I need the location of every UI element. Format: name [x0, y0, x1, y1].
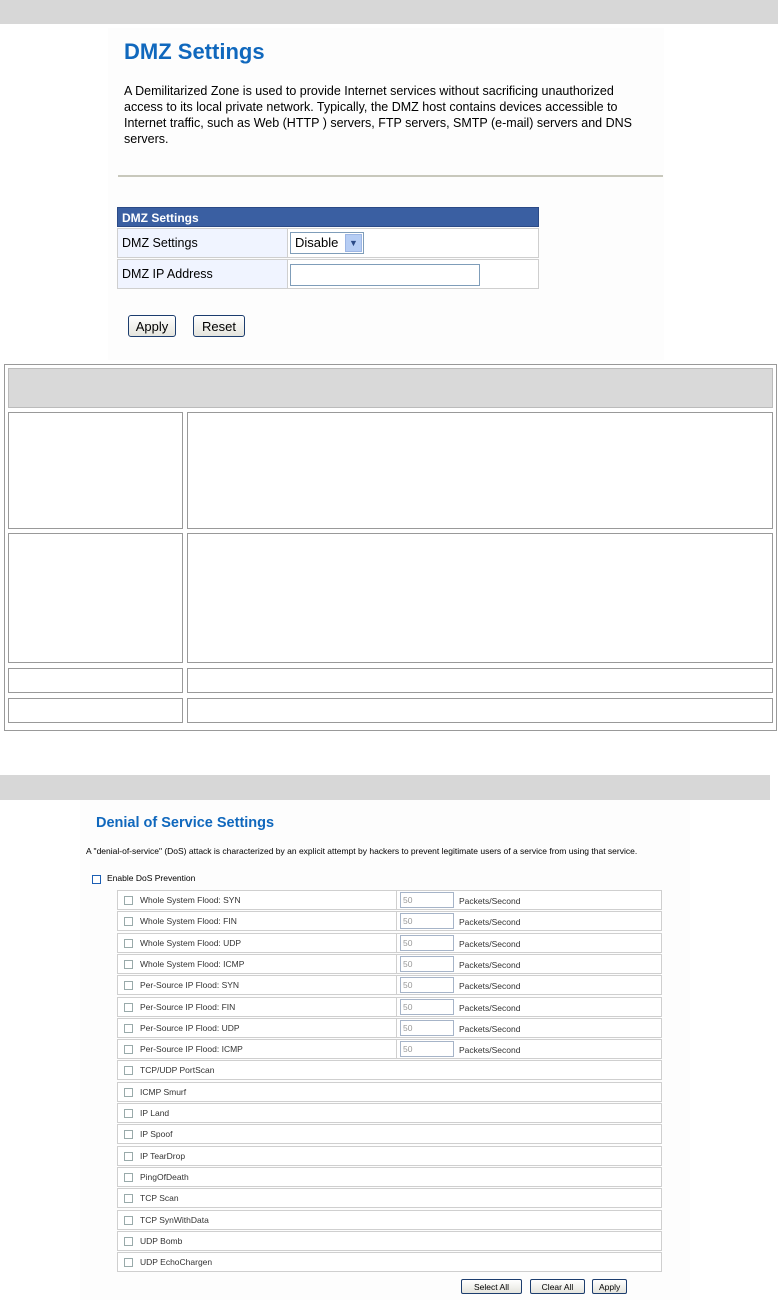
- dos-row-checkbox[interactable]: [124, 1003, 133, 1012]
- dos-rate-row: [117, 975, 662, 995]
- dmz-settings-select[interactable]: [290, 232, 364, 254]
- dos-rate-row: [117, 997, 662, 1017]
- dos-rate-unit: Packets/Second: [459, 939, 521, 949]
- dos-row-label: Per-Source IP Flood: SYN: [140, 980, 240, 990]
- dos-rate-unit: Packets/Second: [459, 896, 521, 906]
- dos-row-checkbox[interactable]: [124, 1066, 133, 1075]
- divider: [396, 934, 397, 952]
- dos-section-bar: [0, 775, 770, 800]
- dos-rate-row: [117, 1039, 662, 1059]
- dos-row-label: Whole System Flood: ICMP: [140, 959, 245, 969]
- dos-option-row: [117, 1231, 662, 1251]
- dos-row-label: Whole System Flood: UDP: [140, 938, 242, 948]
- divider: [396, 998, 397, 1016]
- clear-all-button[interactable]: Clear All: [530, 1279, 585, 1294]
- dos-row-label: IP Land: [140, 1108, 170, 1118]
- dos-rate-unit: Packets/Second: [459, 1045, 521, 1055]
- dos-rate-input[interactable]: 50: [400, 892, 454, 908]
- dos-option-row: [117, 1060, 662, 1080]
- dos-row-label: UDP EchoChargen: [140, 1257, 213, 1267]
- dos-rate-row: [117, 954, 662, 974]
- dos-page-title: Denial of Service Settings: [96, 815, 275, 831]
- dos-apply-button[interactable]: Apply: [592, 1279, 627, 1294]
- divider: [396, 912, 397, 930]
- dos-row-checkbox[interactable]: [124, 1130, 133, 1139]
- enable-dos-label: Enable DoS Prevention: [107, 873, 196, 883]
- dos-row-checkbox[interactable]: [124, 1173, 133, 1182]
- desc-cell-label-3: [8, 668, 183, 693]
- dos-rate-row: [117, 1018, 662, 1038]
- dos-row-label: TCP SynWithData: [140, 1215, 209, 1225]
- dmz-panel: [108, 28, 664, 360]
- dos-option-row: [117, 1146, 662, 1166]
- dmz-ip-input[interactable]: [290, 264, 480, 286]
- dos-row-checkbox[interactable]: [124, 1237, 133, 1246]
- dos-rate-input[interactable]: 50: [400, 977, 454, 993]
- dos-row-label: Whole System Flood: FIN: [140, 916, 237, 926]
- dos-row-label: PingOfDeath: [140, 1172, 189, 1182]
- divider: [396, 1040, 397, 1058]
- select-all-button[interactable]: Select All: [461, 1279, 522, 1294]
- dmz-page-title: DMZ Settings: [124, 39, 265, 64]
- dmz-description: A Demilitarized Zone is used to provide Internet services without sacrificing unauthorized access to its local private network. Typically, the DMZ host contains devices accessible to Internet traffic, such as Web (HTTP ) servers, FTP servers, SMTP (e-mail) servers and DNS servers.: [124, 84, 633, 146]
- dos-row-checkbox[interactable]: [124, 896, 133, 905]
- dos-option-row: [117, 1103, 662, 1123]
- desc-cell-text-1: [187, 412, 773, 529]
- desc-cell-text-2: [187, 533, 773, 663]
- dos-row-label: Per-Source IP Flood: ICMP: [140, 1044, 243, 1054]
- dos-rate-unit: Packets/Second: [459, 1024, 521, 1034]
- dos-option-row: [117, 1082, 662, 1102]
- dos-rate-input[interactable]: 50: [400, 956, 454, 972]
- dos-rate-input[interactable]: 50: [400, 1041, 454, 1057]
- dos-row-label: Per-Source IP Flood: FIN: [140, 1002, 236, 1012]
- dos-rate-row: [117, 911, 662, 931]
- dos-rate-input[interactable]: 50: [400, 913, 454, 929]
- dos-row-label: ICMP Smurf: [140, 1087, 187, 1097]
- dos-rate-input[interactable]: 50: [400, 1020, 454, 1036]
- dos-row-checkbox[interactable]: [124, 1152, 133, 1161]
- dos-row-checkbox[interactable]: [124, 960, 133, 969]
- dos-option-row: [117, 1252, 662, 1272]
- divider: [118, 175, 663, 177]
- desc-cell-label-1: [8, 412, 183, 529]
- dos-row-checkbox[interactable]: [124, 1088, 133, 1097]
- dmz-ip-label: DMZ IP Address: [118, 260, 288, 288]
- divider: [396, 976, 397, 994]
- top-section-bar: [0, 0, 778, 24]
- dos-row-checkbox[interactable]: [124, 1194, 133, 1203]
- dos-row-checkbox[interactable]: [124, 917, 133, 926]
- dos-row-label: TCP/UDP PortScan: [140, 1065, 215, 1075]
- dos-option-row: [117, 1124, 662, 1144]
- dos-row-checkbox[interactable]: [124, 1024, 133, 1033]
- dos-rate-row: [117, 933, 662, 953]
- dos-option-row: [117, 1188, 662, 1208]
- dos-option-row: [117, 1167, 662, 1187]
- dos-row-checkbox[interactable]: [124, 1109, 133, 1118]
- dos-row-checkbox[interactable]: [124, 1045, 133, 1054]
- dos-description: A "denial-of-service" (DoS) attack is characterized by an explicit attempt by hackers to prevent legitimate users of a service from using that service.: [86, 846, 638, 856]
- dmz-settings-value: Disable: [295, 235, 339, 250]
- description-table-header: [8, 368, 773, 408]
- reset-button[interactable]: Reset: [193, 315, 245, 337]
- dos-row-label: IP TearDrop: [140, 1151, 186, 1161]
- dmz-settings-label: DMZ Settings: [118, 229, 288, 257]
- dos-row-checkbox[interactable]: [124, 939, 133, 948]
- desc-cell-text-4: [187, 698, 773, 723]
- dos-rate-unit: Packets/Second: [459, 981, 521, 991]
- dos-row-label: UDP Bomb: [140, 1236, 183, 1246]
- divider: [396, 955, 397, 973]
- dos-row-checkbox[interactable]: [124, 981, 133, 990]
- enable-dos-checkbox[interactable]: [92, 875, 101, 884]
- dos-option-row: [117, 1210, 662, 1230]
- dos-row-checkbox[interactable]: [124, 1216, 133, 1225]
- dos-rate-unit: Packets/Second: [459, 917, 521, 927]
- dos-row-label: TCP Scan: [140, 1193, 179, 1203]
- dos-row-label: IP Spoof: [140, 1129, 173, 1139]
- dos-rate-unit: Packets/Second: [459, 960, 521, 970]
- divider: [396, 1019, 397, 1037]
- desc-cell-label-2: [8, 533, 183, 663]
- desc-cell-label-4: [8, 698, 183, 723]
- dos-rate-input[interactable]: 50: [400, 935, 454, 951]
- dmz-table-header: DMZ Settings: [117, 207, 539, 227]
- divider: [396, 891, 397, 909]
- dos-rate-unit: Packets/Second: [459, 1003, 521, 1013]
- apply-button[interactable]: Apply: [128, 315, 176, 337]
- chevron-down-icon[interactable]: ▼: [345, 234, 362, 252]
- dos-rate-input[interactable]: 50: [400, 999, 454, 1015]
- dos-rate-row: [117, 890, 662, 910]
- dos-row-checkbox[interactable]: [124, 1258, 133, 1267]
- dos-row-label: Per-Source IP Flood: UDP: [140, 1023, 240, 1033]
- dos-row-label: Whole System Flood: SYN: [140, 895, 241, 905]
- desc-cell-text-3: [187, 668, 773, 693]
